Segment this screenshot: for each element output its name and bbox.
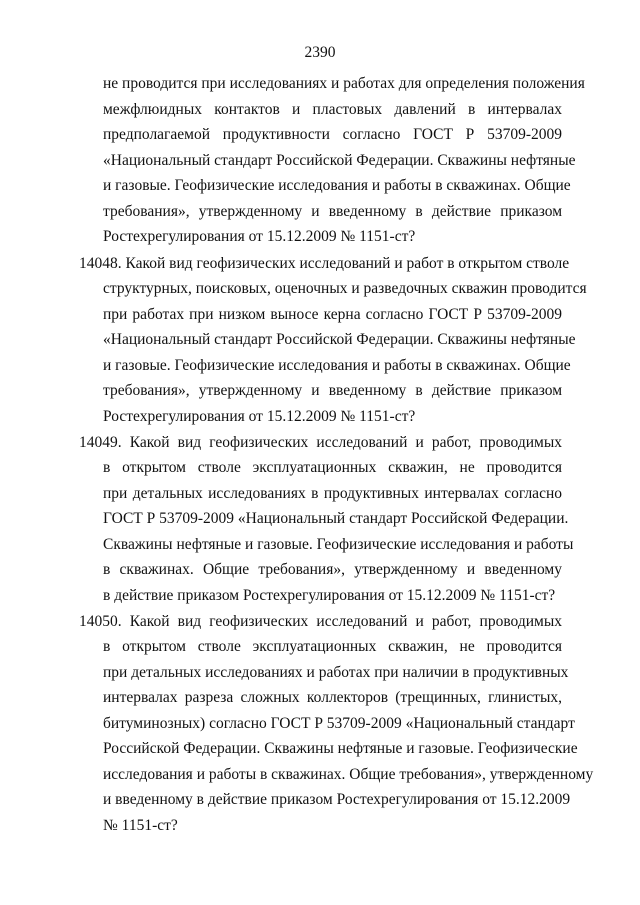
text-line: исследования и работы в скважинах. Общие требования», утвержденному [103,766,594,783]
text-line: структурных, поисковых, оценочных и разведочных скважин проводится [103,280,587,297]
text-line: не проводится при исследованиях и работах для определения положения [103,75,585,92]
text-line: межфлюидных контактов и пластовых давлений в интервалах [103,101,562,118]
text-line: интервалах разреза сложных коллекторов (трещинных, глинистых, [103,689,562,706]
text-line: и введенному в действие приказом Ростехрегулирования от 15.12.2009 [103,791,571,808]
text-line: «Национальный стандарт Российской Федерации. Скважины нефтяные [103,331,576,348]
text-line: при детальных исследованиях в продуктивных интервалах согласно [103,485,562,502]
question-14049-line: 14049. Какой вид геофизических исследований и работ, проводимых [79,434,562,451]
text-line: Ростехрегулирования от 15.12.2009 № 1151-ст? [103,408,416,425]
text-line: предполагаемой продуктивности согласно ГОСТ Р 53709-2009 [103,126,562,143]
text-line: Ростехрегулирования от 15.12.2009 № 1151-ст? [103,228,416,245]
text-line: «Национальный стандарт Российской Федерации. Скважины нефтяные [103,152,576,169]
text-line: при работах при низком выносе керна согласно ГОСТ Р 53709-2009 [103,306,562,323]
text-line: в действие приказом Ростехрегулирования от 15.12.2009 № 1151-ст? [103,587,556,604]
question-14050-line: 14050. Какой вид геофизических исследований и работ, проводимых [79,613,562,630]
text-line: требования», утвержденному и введенному в действие приказом [103,203,562,220]
text-line: № 1151-ст? [103,817,178,834]
text-line: Российской Федерации. Скважины нефтяные и газовые. Геофизические [103,740,578,757]
text-line: битуминозных) согласно ГОСТ Р 53709-2009 «Национальный стандарт [103,715,575,732]
text-line: и газовые. Геофизические исследования и работы в скважинах. Общие [103,357,571,374]
text-line: в открытом стволе эксплуатационных скважин, не проводится [103,459,562,476]
text-line: в открытом стволе эксплуатационных скважин, не проводится [103,638,562,655]
text-line: ГОСТ Р 53709-2009 «Национальный стандарт Российской Федерации. [103,510,569,527]
text-line: в скважинах. Общие требования», утвержденному и введенному [103,561,562,578]
text-line: требования», утвержденному и введенному в действие приказом [103,382,562,399]
text-line: и газовые. Геофизические исследования и работы в скважинах. Общие [103,177,571,194]
page-number: 2390 [304,44,336,61]
text-line: Скважины нефтяные и газовые. Геофизические исследования и работы [103,536,574,553]
text-line: при детальных исследованиях и работах при наличии в продуктивных [103,664,569,681]
question-14048-line: 14048. Какой вид геофизических исследований и работ в открытом стволе [79,255,570,272]
